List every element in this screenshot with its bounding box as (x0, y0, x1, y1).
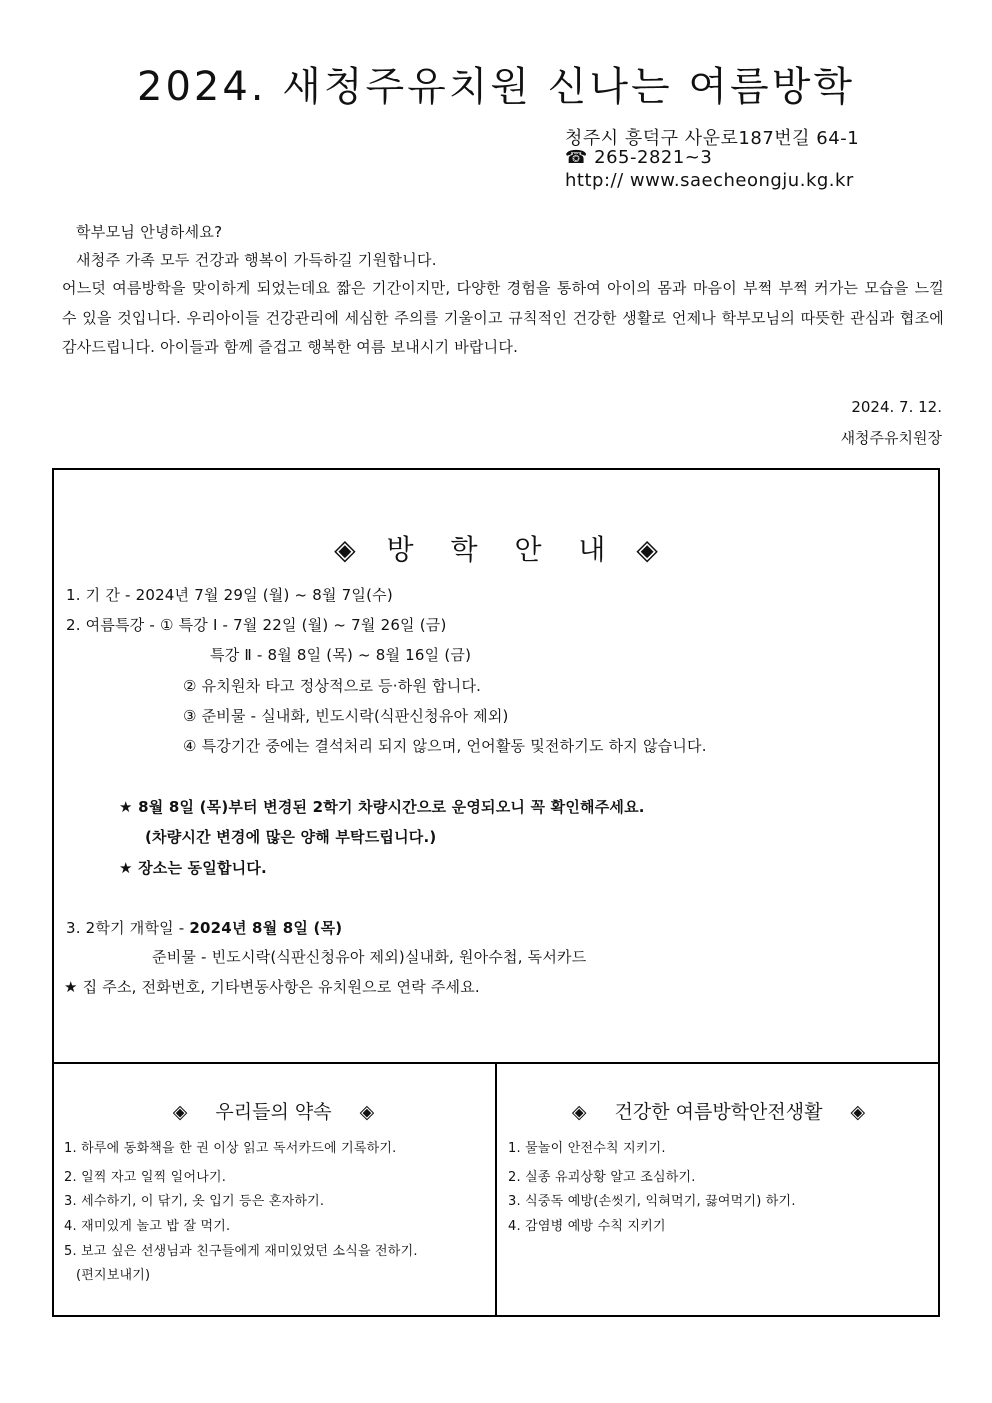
diamond-icon: ◈ (359, 1101, 375, 1123)
safety-item: 3. 식중독 예방(손씻기, 익혀먹기, 끓여먹기) 하기. (508, 1194, 796, 1209)
diamond-icon: ◈ (636, 533, 658, 566)
letter-date: 2024. 7. 12. (851, 398, 942, 416)
notice-item-attendance: ④ 특강기간 중에는 결석처리 되지 않으며, 언어활동 및전하기도 하지 않습니다. (183, 737, 707, 755)
promises-title-text: 우리들의 약속 (215, 1101, 332, 1123)
notice-item-special-class-2: 특강 Ⅱ - 8월 8일 (목) ~ 8월 16일 (금) (210, 646, 472, 664)
highlight-bus-schedule: ★ 8월 8일 (목)부터 변경된 2학기 차량시간으로 운영되오니 꼭 확인해주세요. (119, 798, 645, 816)
safety-item: 4. 감염병 예방 수칙 지키기 (508, 1219, 666, 1234)
diamond-icon: ◈ (172, 1101, 188, 1123)
school-phone: ☎ 265-2821~3 (565, 147, 713, 168)
diamond-icon: ◈ (850, 1101, 866, 1123)
safety-item: 2. 실종 유괴상황 알고 조심하기. (508, 1170, 696, 1185)
greeting-line: 학부모님 안녕하세요? (76, 223, 223, 241)
safety-item: 1. 물놀이 안전수칙 지키기. (508, 1141, 666, 1156)
semester-supplies: 준비물 - 빈도시락(식판신청유아 제외)실내화, 원아수첩, 독서카드 (152, 948, 587, 966)
promise-item: 5. 보고 싶은 선생님과 친구들에게 재미있었던 소식을 전하기. (64, 1244, 418, 1259)
school-url[interactable]: http:// www.saecheongju.kg.kr (565, 170, 854, 191)
safety-title-text: 건강한 여름방학안전생활 (614, 1101, 823, 1123)
promise-item: 2. 일찍 자고 일찍 일어나기. (64, 1170, 227, 1185)
semester-start-date: 2024년 8월 8일 (목) (189, 919, 343, 937)
highlight-location: ★ 장소는 동일합니다. (119, 859, 267, 877)
notice-title (52, 528, 940, 568)
highlight-apology: (차량시간 변경에 많은 양해 부탁드립니다.) (145, 828, 437, 846)
letter-signature: 새청주유치원장 (840, 429, 942, 447)
promise-item: 3. 세수하기, 이 닦기, 옷 입기 등은 혼자하기. (64, 1194, 325, 1209)
promise-item: 4. 재미있게 놀고 밥 잘 먹기. (64, 1219, 231, 1234)
notice-title-text: 방 학 안 내 (386, 533, 620, 566)
promise-item: 1. 하루에 동화책을 한 권 이상 읽고 독서카드에 기록하기. (64, 1141, 397, 1156)
page-title: 2024. 새청주유치원 신나는 여름방학 (137, 64, 855, 110)
school-address: 청주시 흥덕구 사운로187번길 64-1 (565, 128, 860, 149)
letter-body: 어느덧 여름방학을 맞이하게 되었는데요 짧은 기간이지만, 다양한 경험을 통하여 아이의 몸과 마음이 부쩍 부쩍 커가는 모습을 느낄 수 있을 것입니다. 우리아이들 건강관리에 세심한 주의를 기울이고 규칙적인 건강한 생활로 언제나 학부모님의 따뜻한 관심과 협조에 감사드립니다. 아이들과 함께 즐겁고 행복한 여름 보내시기 바랍니다. (62, 279, 944, 356)
promise-item-note: (편지보내기) (76, 1268, 151, 1283)
contact-note: ★ 집 주소, 전화번호, 기타변동사항은 유치원으로 연락 주세요. (64, 978, 480, 996)
promises-title (52, 1097, 495, 1124)
notice-item-period: 1. 기 간 - 2024년 7월 29일 (월) ~ 8월 7일(수) (66, 586, 393, 604)
notice-item-semester-start (66, 917, 342, 938)
safety-title (497, 1097, 940, 1124)
diamond-icon: ◈ (334, 533, 356, 566)
semester-start-label: 3. 2학기 개학일 - (66, 919, 190, 937)
wish-line: 새청주 가족 모두 건강과 행복이 가득하길 기원합니다. (76, 251, 437, 269)
diamond-icon: ◈ (571, 1101, 587, 1123)
notice-item-supplies: ③ 준비물 - 실내화, 빈도시락(식판신청유아 제외) (183, 707, 509, 725)
notice-item-special-class: 2. 여름특강 - ① 특강 Ⅰ - 7월 22일 (월) ~ 7월 26일 (금) (66, 616, 447, 634)
notice-item-bus: ② 유치원차 타고 정상적으로 등·하원 합니다. (183, 677, 482, 695)
